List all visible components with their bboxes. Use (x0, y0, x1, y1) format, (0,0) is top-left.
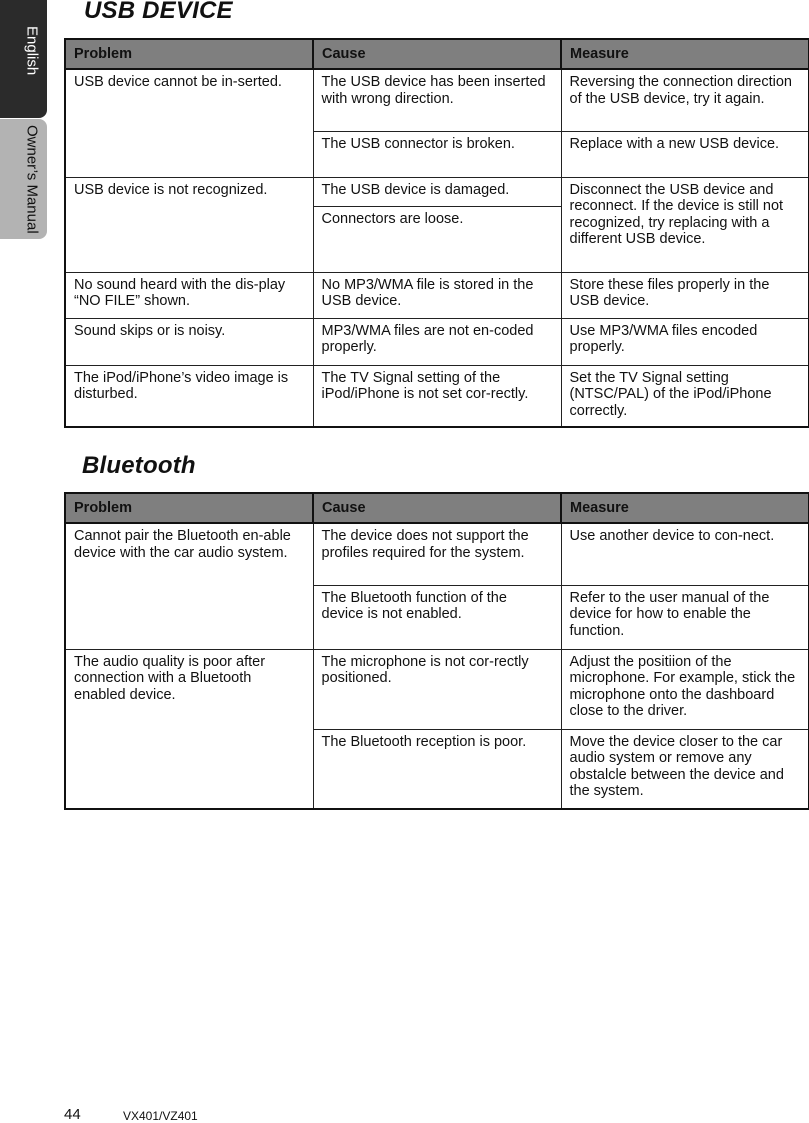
problem-cell: USB device cannot be in-serted. (65, 69, 313, 177)
problem-cell: USB device is not recognized. (65, 177, 313, 272)
cause-cell: The TV Signal setting of the iPod/iPhone is not set cor-rectly. (313, 365, 561, 427)
cause-cell: The USB connector is broken. (313, 131, 561, 177)
cause-cell: MP3/WMA files are not en-coded properly. (313, 318, 561, 365)
cause-cell: Connectors are loose. (313, 206, 561, 272)
table-header-row (65, 493, 809, 523)
measure-cell: Use MP3/WMA files encoded properly. (561, 318, 809, 365)
header-measure: Measure (561, 493, 809, 523)
cause-cell: The USB device is damaged. (313, 177, 561, 206)
measure-cell: Use another device to con-nect. (561, 523, 809, 585)
cause-cell: No MP3/WMA file is stored in the USB device. (313, 272, 561, 318)
bluetooth-troubleshooting-table (64, 492, 809, 810)
table-row (65, 649, 809, 729)
measure-cell: Replace with a new USB device. (561, 131, 809, 177)
table-row (65, 365, 809, 427)
measure-cell: Adjust the positiion of the microphone. For example, stick the microphone onto the dashboard close to the driver. (561, 649, 809, 729)
table-row (65, 318, 809, 365)
cause-cell: The microphone is not cor-rectly positioned. (313, 649, 561, 729)
cause-cell: The USB device has been inserted with wrong direction. (313, 69, 561, 131)
header-measure: Measure (561, 39, 809, 69)
table-row (65, 69, 809, 131)
page-number: 44 (64, 1106, 81, 1123)
problem-cell: The iPod/iPhone’s video image is disturbed. (65, 365, 313, 427)
tab-english-label: English (23, 26, 41, 76)
cause-cell: The Bluetooth function of the device is not enabled. (313, 585, 561, 649)
measure-cell: Disconnect the USB device and reconnect. If the device is still not recognized, try replacing with a different USB device. (561, 177, 809, 272)
table-row (65, 523, 809, 585)
measure-cell: Refer to the user manual of the device for how to enable the function. (561, 585, 809, 649)
model-number: VX401/VZ401 (123, 1109, 198, 1123)
tab-owners-manual (0, 119, 47, 239)
header-cause: Cause (313, 493, 561, 523)
table-row (65, 177, 809, 206)
bluetooth-section-title: Bluetooth (82, 452, 196, 479)
measure-cell: Move the device closer to the car audio system or remove any obstalcle between the device and the system. (561, 729, 809, 809)
tab-english (0, 0, 47, 118)
problem-cell: Sound skips or is noisy. (65, 318, 313, 365)
usb-troubleshooting-table (64, 38, 809, 428)
header-cause: Cause (313, 39, 561, 69)
usb-section-title: USB DEVICE (84, 0, 233, 24)
table-row (65, 272, 809, 318)
header-problem: Problem (65, 493, 313, 523)
measure-cell: Set the TV Signal setting (NTSC/PAL) of the iPod/iPhone correctly. (561, 365, 809, 427)
measure-cell: Store these files properly in the USB device. (561, 272, 809, 318)
table-header-row (65, 39, 809, 69)
header-problem: Problem (65, 39, 313, 69)
problem-cell: No sound heard with the dis-play “NO FILE” shown. (65, 272, 313, 318)
measure-cell: Reversing the connection direction of the USB device, try it again. (561, 69, 809, 131)
cause-cell: The Bluetooth reception is poor. (313, 729, 561, 809)
problem-cell: The audio quality is poor after connection with a Bluetooth enabled device. (65, 649, 313, 809)
problem-cell: Cannot pair the Bluetooth en-able device with the car audio system. (65, 523, 313, 649)
cause-cell: The device does not support the profiles required for the system. (313, 523, 561, 585)
tab-owners-manual-label: Owner’s Manual (23, 125, 41, 234)
